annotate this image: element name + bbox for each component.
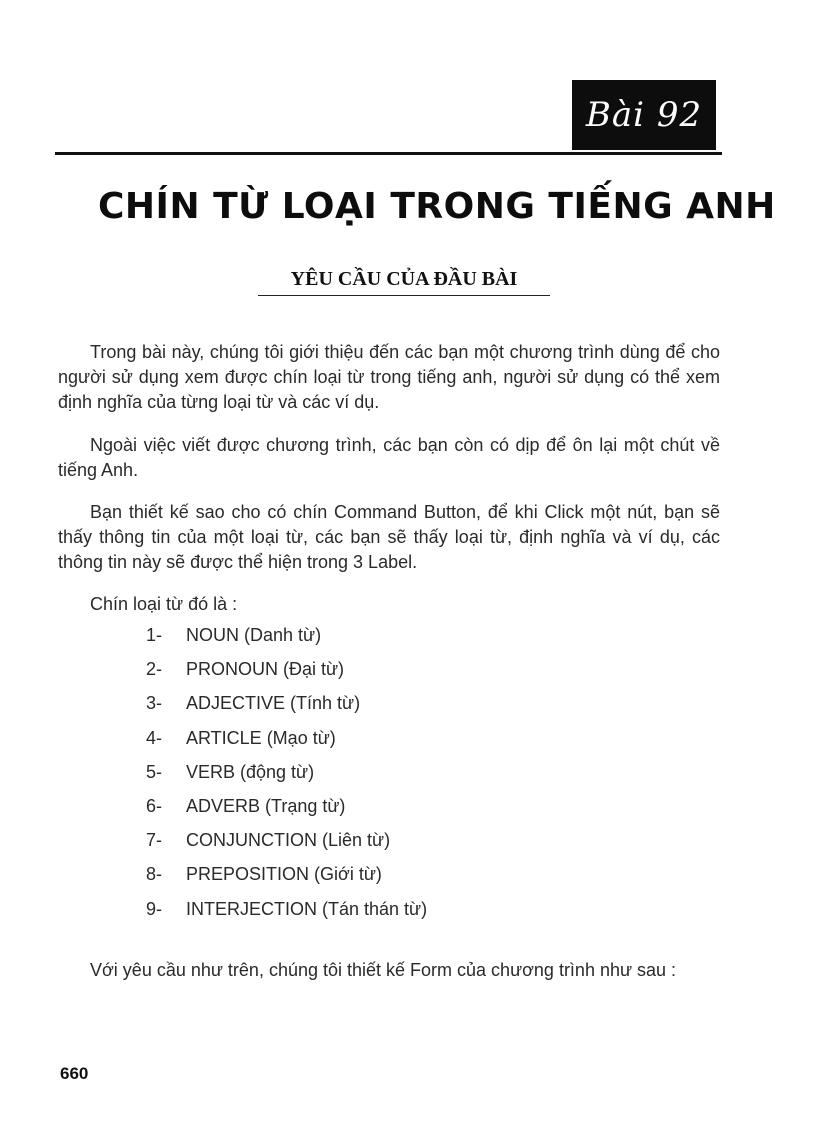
list-item: 5- VERB (động từ)	[146, 761, 315, 782]
review-paragraph: Ngoài việc viết được chương trình, các bạn còn có dịp để ôn lại một chút về tiếng Anh.	[58, 435, 720, 480]
list-item: 3- ADJECTIVE (Tính từ)	[146, 693, 361, 714]
list-item: 8- PREPOSITION (Giới từ)	[146, 864, 382, 885]
list-item: 1- NOUN (Danh từ)	[146, 625, 322, 645]
list-item: 9- INTERJECTION (Tán thán từ)	[146, 898, 428, 919]
section-heading: YÊU CẦU CỦA ĐẦU BÀI	[258, 268, 550, 296]
page-number: 660	[60, 1064, 89, 1083]
header-rule	[55, 152, 722, 155]
chapter-title: CHÍN TỪ LOẠI TRONG TIẾNG ANH	[98, 186, 776, 227]
design-paragraph: Bạn thiết kế sao cho có chín Command Button, để khi Click một nút, bạn sẽ thấy thông tin của một loại từ, các bạn sẽ thấy loại từ, định nghĩa và ví dụ, các thông tin này sẽ được thể hiện trong 3 Label.	[58, 502, 720, 572]
list-item: 7- CONJUNCTION (Liên từ)	[146, 830, 391, 851]
closing-paragraph: Với yêu cầu như trên, chúng tôi thiết kế Form của chương trình như sau :	[90, 960, 677, 980]
intro-paragraph: Trong bài này, chúng tôi giới thiệu đến các bạn một chương trình dùng để cho người sử dụng xem được chín loại từ trong tiếng anh, người sử dụng có thể xem định nghĩa của từng loại từ và các ví dụ.	[58, 342, 720, 412]
list-intro: Chín loại từ đó là :	[90, 594, 238, 614]
list-item: 6- ADVERB (Trạng từ)	[146, 795, 346, 816]
list-item: 4- ARTICLE (Mạo từ)	[146, 727, 336, 748]
list-item: 2- PRONOUN (Đại từ)	[146, 659, 345, 680]
lesson-number-badge: Bài 92	[572, 80, 716, 150]
word-type-list	[146, 622, 427, 930]
